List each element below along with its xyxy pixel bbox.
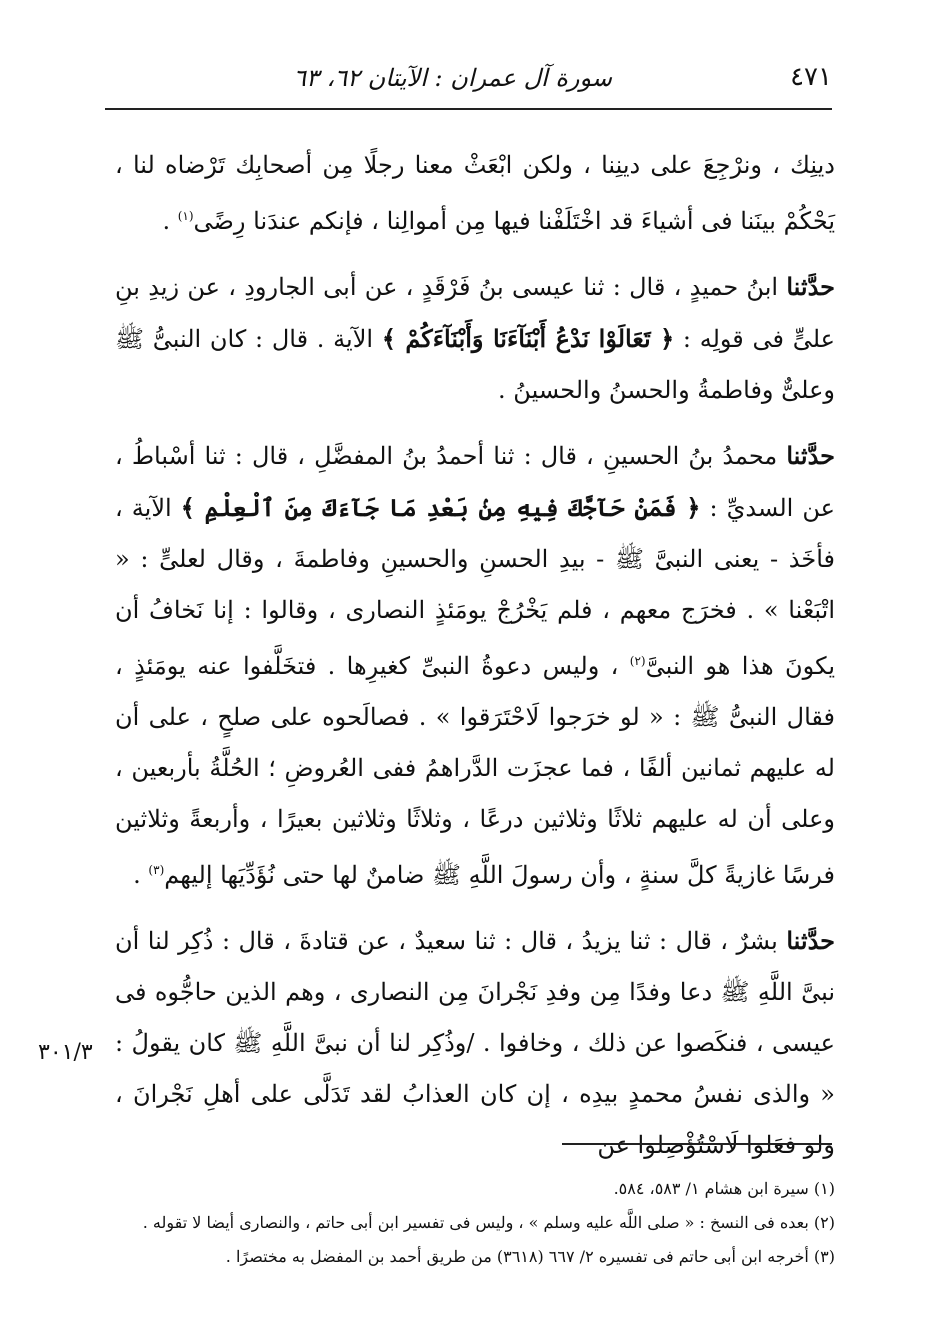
hadith-lead-4: حدَّثنا: [786, 926, 835, 955]
footnote-1: (١) سيرة ابن هشام ١/ ٥٨٣، ٥٨٤.: [613, 1179, 835, 1198]
paragraph-3: [115, 430, 835, 901]
quran-verse-2: ﴿ فَمَنْ حَآجَّكَ فِيهِ مِنۢ بَعْدِ مَا جَآءَكَ مِنَ ٱلْعِلْمِ ﴾: [180, 493, 701, 522]
main-text: [115, 140, 835, 1185]
paragraph-2: [115, 261, 835, 416]
paragraph-3-end: .: [133, 861, 149, 889]
paragraph-3-text-3: ، وليس دعوةُ النبىِّ كغيرِها . فتخَلَّفوا عنه يومَئذٍ ، فقال النبىُّ ﷺ : « لو خرَجوا لَاحْتَرَقوا » . فصالَحوه على صلحٍ ، على أن له عليهم ثمانين ألفًا ، فما عجزَت الدَّراهمُ ففى العُروضِ ؛ الحُلَّةُ بأربعين ، وعلى أن له عليهم ثلاثًا وثلاثين درعًا ، وثلاثًا وثلاثين بعيرًا ، وأربعةً وثلاثين فرسًا غازيةً كلَّ سنةٍ ، وأن رسولَ اللَّهِ ﷺ ضامنٌ لها حتى نُؤَدِّيَها إليهم: [115, 652, 835, 889]
footnotes: [110, 1172, 835, 1274]
paragraph-4: [115, 915, 835, 1171]
running-title: سورة آل عمران : الآيتان ٦٢، ٦٣: [293, 64, 612, 92]
paragraph-2-text-1: ابنُ حميدٍ ، قال : ثنا عيسى بنُ فَرْقَدٍ ، عن أبى الجارودِ ، عن زيدِ بنِ علىٍّ فى قولِه :: [115, 273, 835, 353]
hadith-lead-3: حدَّثنا: [786, 441, 835, 470]
paragraph-4-text: بشرٌ ، قال : ثنا يزيدُ ، قال : ثنا سعيدٌ ، عن قتادةَ ، قال : ذُكِر لنا أن نبىَّ اللَّهِ ﷺ دعا وفدًا مِن وفدِ نَجْرانَ مِن النصارى ، وهم الذين حاجُّوه فى عيسى ، فنكَصوا عن ذلك ، وخافوا . /وذُكِر لنا أن نبىَّ اللَّهِ ﷺ كان يقولُ : « والذى نفسُ محمدٍ بيدِه ، إن كان العذابُ لقد تَدَلَّى على أهلِ نَجْرانَ ، ولو فعَلوا لَاسْتُؤْصِلوا عن: [115, 927, 835, 1159]
paragraph-1-end: .: [162, 207, 178, 235]
paragraph-3-text-2: الآية ، فأخَذ - يعنى النبىَّ ﷺ - بيدِ الحسنِ والحسينِ وفاطمةَ ، وقال لعلىٍّ : « اتْبَعْنا » . فخرَج معهم ، فلم يَخْرُجْ يومَئذٍ النصارى ، وقالوا : إنا نَخافُ أن يكونَ هذا هو النبىَّ: [115, 494, 836, 680]
footnote-2: (٢) بعده فى النسخ : « صلى اللَّه عليه وسلم » ، وليس فى تفسير ابن أبى حاتم ، والنصارى أيضا لا تقوله .: [142, 1213, 835, 1232]
hadith-lead-2: حدَّثنا: [786, 272, 835, 301]
footnote-divider: [562, 1143, 832, 1145]
header-divider: [105, 108, 832, 110]
paragraph-1: [115, 140, 835, 247]
footnote-3: (٣) أخرجه ابن أبى حاتم فى تفسيره ٢/ ٦٦٧ (٣٦١٨) من طريق أحمد بن المفضل به مختصرًا .: [225, 1247, 835, 1266]
footnote-ref-1[interactable]: (١): [177, 209, 194, 223]
footnote-ref-2[interactable]: (٢): [629, 654, 646, 668]
page-header: [105, 62, 832, 102]
paragraph-1-text: دينِك ، ونرْجِعَ على دينِنا ، ولكن ابْعَثْ معنا رجلًا مِن أصحابِك تَرْضاه لنا ، يَحْكُمْ بينَنا فى أشياءَ قد اخْتَلَفْنا فيها مِن أموالِنا ، فإنكم عندَنا رِضًى: [115, 151, 835, 235]
quran-verse-1: ﴿ تَعَالَوْا نَدْعُ أَبْنَآءَنَا وَأَبْنَآءَكُمْ ﴾: [381, 324, 675, 353]
paragraph-3-text-1: محمدُ بنُ الحسينِ ، قال : ثنا أحمدُ بنُ المفضَّلِ ، قال : ثنا أسْباطُ ، عن السديِّ :: [115, 442, 835, 522]
paragraph-2-text-2: الآية . قال : كان النبىُّ ﷺ وعلىٌّ وفاطمةُ والحسنُ والحسينُ .: [115, 325, 835, 404]
margin-reference: ٣٠١/٣: [38, 1040, 93, 1065]
footnote-ref-3[interactable]: (٣): [148, 863, 165, 877]
page-number: ٤٧١: [790, 62, 832, 92]
